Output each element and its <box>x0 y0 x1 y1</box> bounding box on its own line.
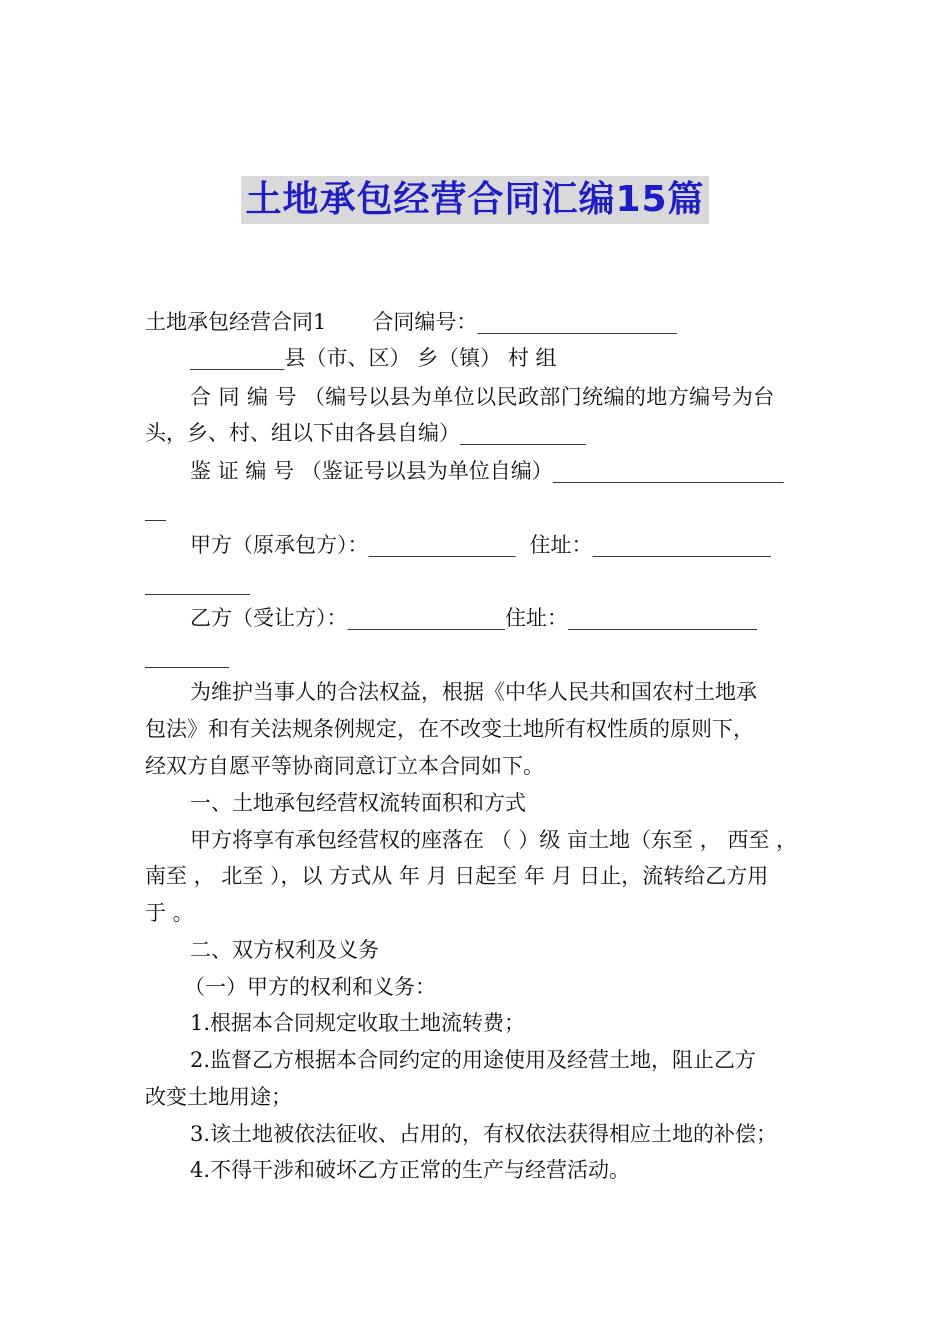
section-1-line-1: 甲方将享有承包经营权的座落在 （ ）级 亩土地（东至 ， 西至 ， <box>190 828 798 852</box>
party-a-address-field: 住址：_________________ <box>529 533 771 557</box>
verification-number-line: 鉴 证 编 号 （鉴证号以县为单位自编）______________________ <box>190 459 784 483</box>
location-line: _________县（市、区） 乡（镇） 村 组 <box>190 346 557 370</box>
party-a-line <box>190 527 815 563</box>
preamble-line-2: 包法》和有关法规条例规定，在不改变土地所有权性质的原则下， <box>145 717 754 741</box>
contract-heading-line <box>145 304 815 340</box>
section-2-heading: 二、双方权利及义务 <box>190 938 379 962</box>
section-1-heading: 一、土地承包经营权流转面积和方式 <box>190 791 526 815</box>
contract-number-field: 合同编号：___________________ <box>372 310 677 334</box>
title-block <box>0 176 950 224</box>
preamble-line-1: 为维护当事人的合法权益，根据《中华人民共和国农村土地承 <box>190 680 757 704</box>
item-2-line-2: 改变土地用途； <box>145 1085 292 1109</box>
contract-heading: 土地承包经营合同1 <box>145 310 327 334</box>
party-a-name-field: 甲方（原承包方）：______________ <box>190 533 516 557</box>
section-1-line-2: 南至 ， 北至 ），以 方式从 年 月 日起至 年 月 日止，流转给乙方用 <box>145 864 769 888</box>
preamble-line-3: 经双方自愿平等协商同意订立本合同如下。 <box>145 754 544 778</box>
item-3: 3.该土地被依法征收、占用的，有权依法获得相应土地的补偿； <box>190 1122 778 1146</box>
party-a-line-cont: __________ <box>145 571 250 595</box>
item-4: 4.不得干涉和破坏乙方正常的生产与经营活动。 <box>190 1158 631 1182</box>
contract-number-note: 合 同 编 号 （编号以县为单位以民政部门统编的地方编号为台 <box>190 385 775 409</box>
section-1-line-3: 于 。 <box>145 901 194 925</box>
contract-number-note-cont: 头，乡、村、组以下由各县自编）____________ <box>145 421 586 445</box>
document-title: 土地承包经营合同汇编15篇 <box>241 176 708 224</box>
party-b-line-cont: ________ <box>145 644 229 668</box>
party-b-line: 乙方（受让方）：_______________住址：__________________ <box>190 606 757 630</box>
verification-number-cont: __ <box>145 497 166 521</box>
item-2-line-1: 2.监督乙方根据本合同约定的用途使用及经营土地，阻止乙方 <box>190 1048 757 1072</box>
item-1: 1.根据本合同规定收取土地流转费； <box>190 1011 526 1035</box>
subsection-1-heading: （一）甲方的权利和义务： <box>184 975 436 999</box>
